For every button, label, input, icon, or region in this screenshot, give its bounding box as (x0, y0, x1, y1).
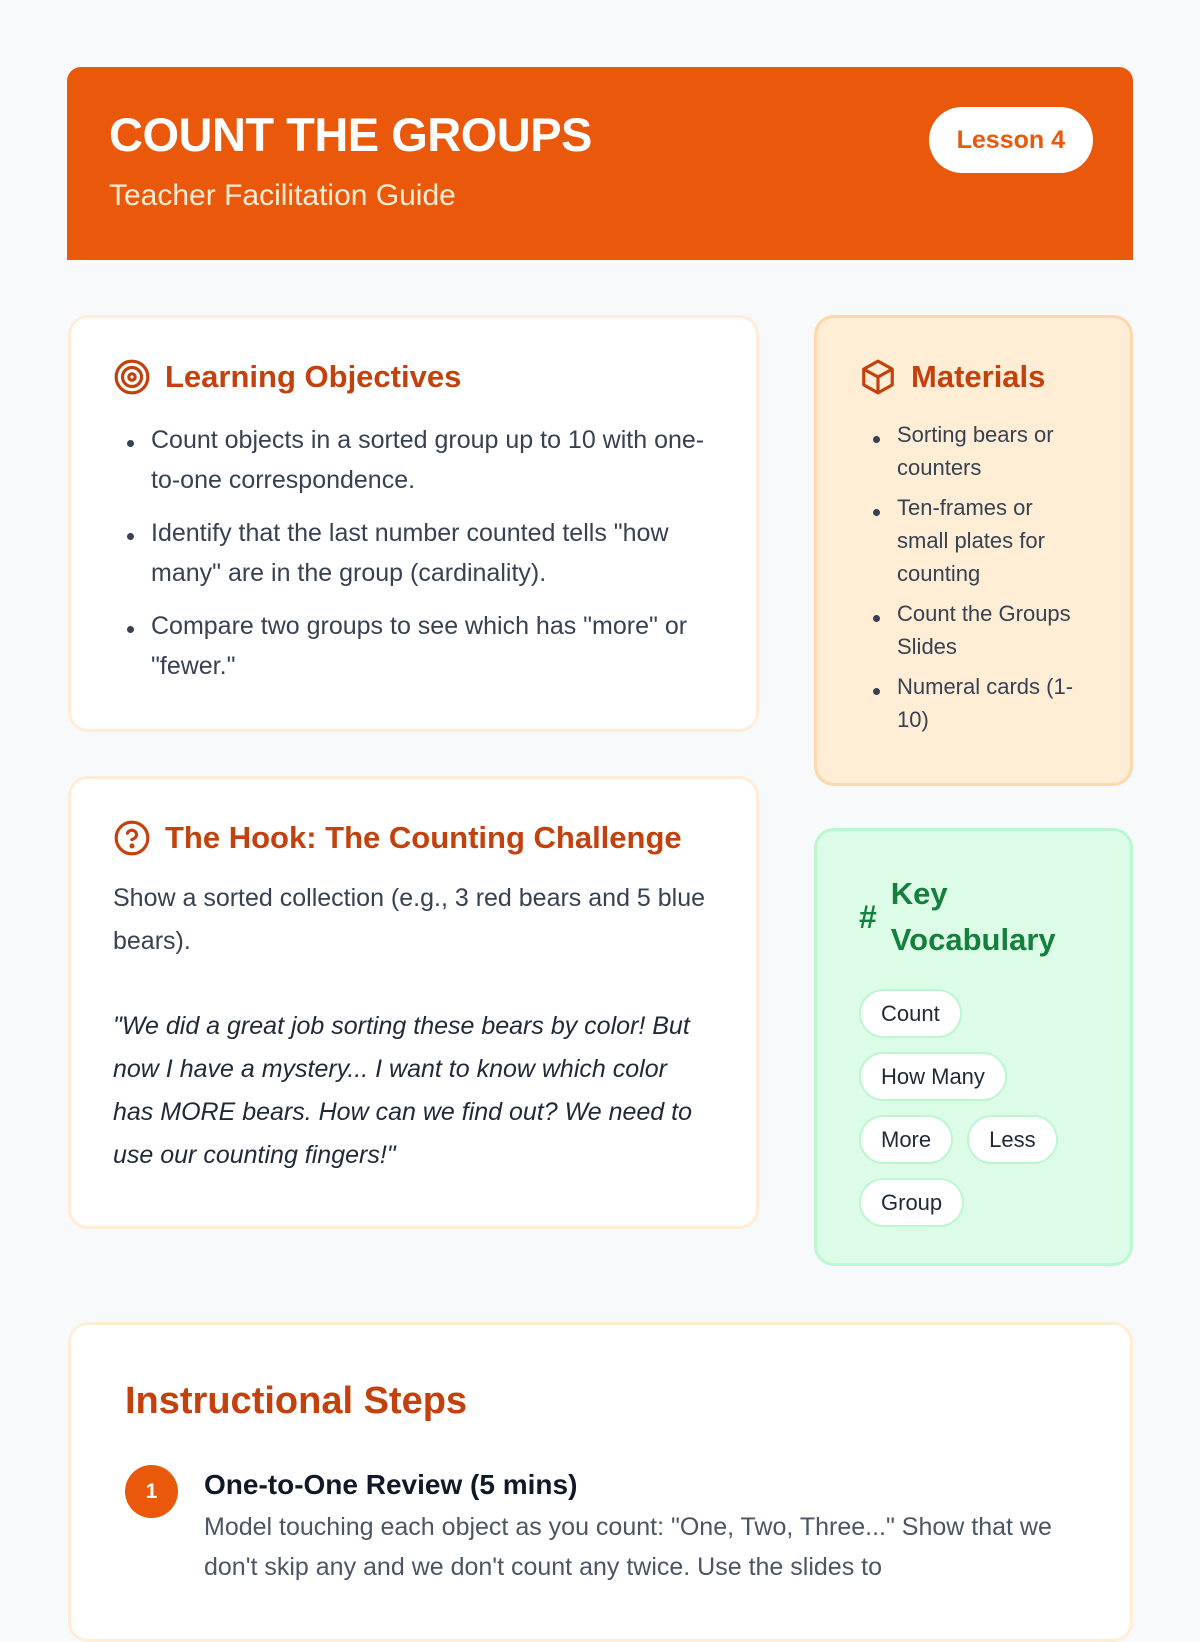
page-title: COUNT THE GROUPS (109, 108, 592, 161)
material-item: Numeral cards (1-10) (859, 670, 1088, 736)
section-title: Materials (911, 359, 1046, 394)
step-title: One-to-One Review (5 mins) (204, 1469, 578, 1500)
vocab-tag: More (859, 1115, 953, 1164)
materials-card (814, 315, 1133, 786)
step-item (125, 1465, 1076, 1587)
objective-item: Identify that the last number counted tells "how many" are in the group (cardinality). (113, 513, 714, 593)
lesson-header (67, 67, 1133, 260)
vocab-tag: Less (967, 1115, 1057, 1164)
target-icon (113, 358, 151, 396)
objective-item: Count objects in a sorted group up to 10 with one-to-one correspondence. (113, 420, 714, 500)
material-item: Sorting bears or counters (859, 418, 1088, 484)
vocab-tag: How Many (859, 1052, 1007, 1101)
box-icon (859, 358, 897, 396)
instructional-steps-card (68, 1322, 1133, 1642)
hook-text: Show a sorted collection (e.g., 3 red bears and 5 blue bears). (113, 884, 706, 955)
page-subtitle: Teacher Facilitation Guide (109, 179, 456, 212)
section-title: Learning Objectives (165, 359, 462, 394)
step-number: 1 (125, 1465, 178, 1518)
section-title: Instructional Steps (125, 1380, 468, 1422)
hash-icon: # (859, 898, 877, 935)
lesson-badge: Lesson 4 (929, 107, 1093, 173)
material-item: Count the Groups Slides (859, 597, 1088, 663)
hook-quote: "We did a great job sorting these bears by color! But now I have a mystery... I want to know which color has MORE bears. How can we find out? We need to use our counting fingers!" (113, 1012, 693, 1169)
hook-card (68, 776, 759, 1229)
help-circle-icon (113, 819, 151, 857)
vocabulary-card (814, 828, 1133, 1266)
vocab-tag: Group (859, 1178, 964, 1227)
vocab-tag: Count (859, 989, 962, 1038)
material-item: Ten-frames or small plates for counting (859, 491, 1088, 590)
step-text: Model touching each object as you count: "One, Two, Three..." Show that we don't skip any and we don't count any twice. Use the slides to (204, 1513, 1052, 1581)
objective-item: Compare two groups to see which has "more" or "fewer." (113, 606, 714, 686)
learning-objectives-card (68, 315, 759, 732)
section-title: Key Vocabulary (890, 876, 1056, 957)
section-title: The Hook: The Counting Challenge (165, 820, 682, 855)
